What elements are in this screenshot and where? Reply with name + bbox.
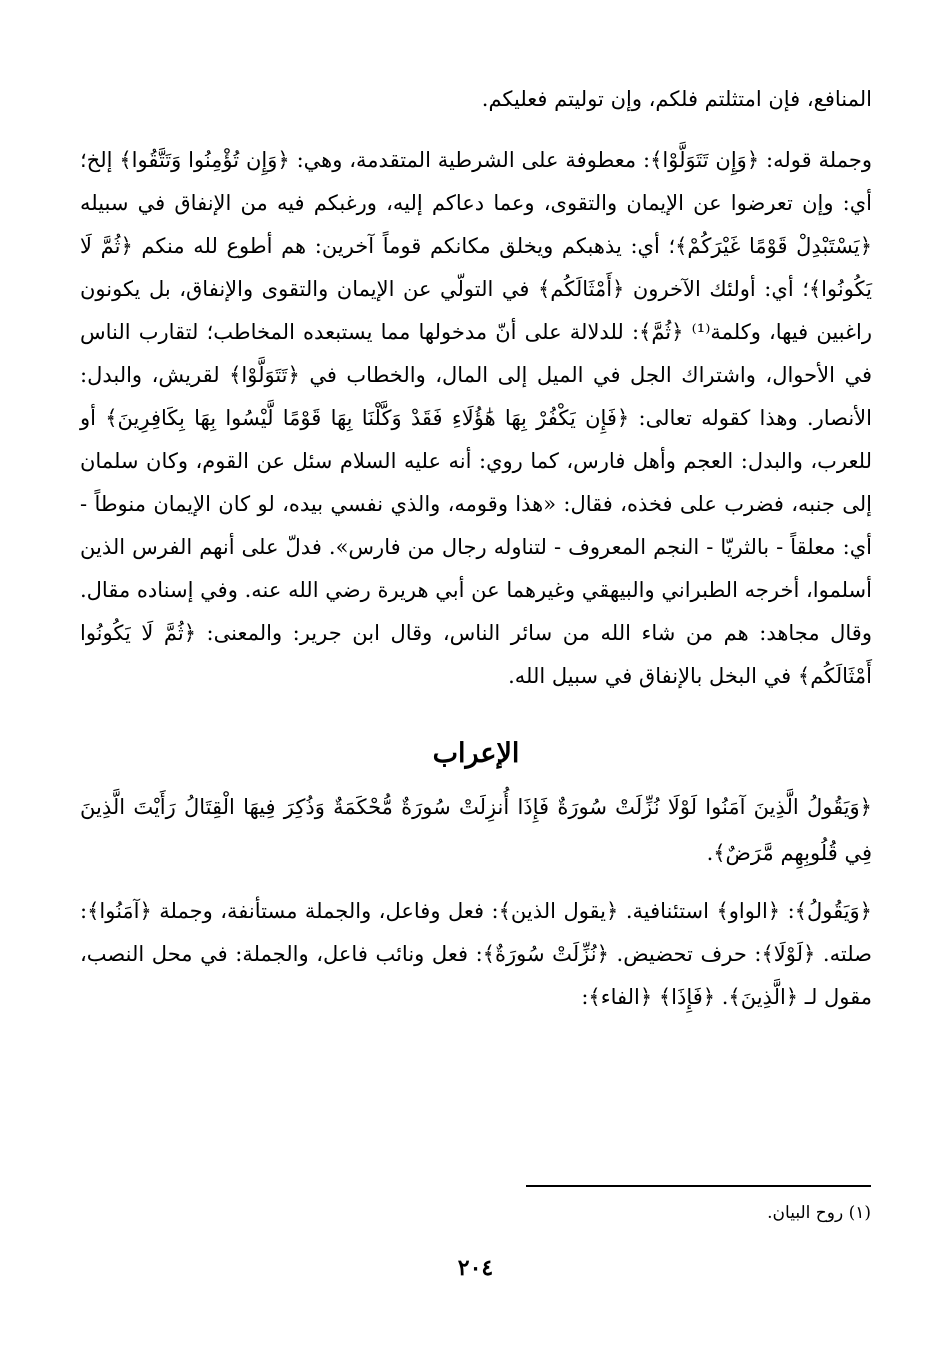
section-heading: الإعراب: [432, 738, 520, 769]
page-number: ٢٠٤: [457, 1255, 494, 1281]
footnote: (١) روح البيان.: [767, 1203, 871, 1223]
page-content: [80, 78, 872, 1019]
paragraph: ﴿وَيَقُولُ﴾: ﴿الواو﴾ استئنافية. ﴿يقول الذين﴾: فعل وفاعل، والجملة مستأنفة، وجملة ﴿آمَنُوا﴾: صلته. ﴿لَوْلَا﴾: حرف تحضيض. ﴿نُزِّلَتْ سُورَةٌ﴾: فعل ونائب فاعل، والجملة: في محل النصب، مقول لـ ﴿الَّذِينَ﴾. ﴿فَإِذَا﴾ ﴿الفاء﴾:: [80, 899, 872, 1009]
paragraph: وجملة قوله: ﴿وَإِن تَتَوَلَّوْا﴾: معطوفة على الشرطية المتقدمة، وهي: ﴿وَإِن تُؤْمِنُوا وَتَتَّقُوا﴾ إلخ؛ أي: وإن تعرضوا عن الإيمان والتقوى، وعما دعاكم إليه، ورغبكم فيه من الإنفاق في سبيله ﴿يَسْتَبْدِلْ قَوْمًا غَيْرَكُمْ﴾؛ أي: يذهبكم ويخلق مكانكم قوماً آخرين: هم أطوع لله منكم ﴿ثُمَّ لَا يَكُونُوا﴾؛ أي: أولئك الآخرون ﴿أَمْثَالَكُم﴾ في التولّي عن الإيمان والتقوى والإنفاق، بل يكونون راغبين فيها، وكلمة⁽¹⁾ ﴿ثُمَّ﴾: للدلالة على أنّ مدخولها مما يستبعده المخاطب؛ لتقارب الناس في الأحوال، واشتراك الجل في الميل إلى المال، والخطاب في ﴿تَتَوَلَّوْا﴾ لقريش، والبدل: الأنصار. وهذا كقوله تعالى: ﴿فَإِن يَكْفُرْ بِهَا هَٰؤُلَاءِ فَقَدْ وَكَّلْنَا بِهَا قَوْمًا لَّيْسُوا بِهَا بِكَافِرِينَ﴾ أو للعرب، والبدل: العجم وأهل فارس، كما روي: أنه عليه السلام سئل عن القوم، وكان سلمان إلى جنبه، فضرب على فخذه، فقال: «هذا وقومه، والذي نفسي بيده، لو كان الإيمان منوطاً - أي: معلقاً - بالثريّا - النجم المعروف - لتناوله رجال من فارس». فدلّ على أنهم الفرس الذين أسلموا، أخرجه الطبراني والبيهقي وغيرهما عن أبي هريرة رضي الله عنه. وفي إسناده مقال. وقال مجاهد: هم من شاء الله من سائر الناس، وقال ابن جرير: والمعنى: ﴿ثُمَّ لَا يَكُونُوا أَمْثَالَكُم﴾ في البخل بالإنفاق في سبيل الله.: [80, 148, 872, 688]
paragraph: المنافع، فإن امتثلتم فلكم، وإن توليتم فعليكم.: [481, 87, 872, 111]
quran-verse: ﴿وَيَقُولُ الَّذِينَ آمَنُوا لَوْلَا نُزِّلَتْ سُورَةٌ فَإِذَا أُنزِلَتْ سُورَةٌ مُّحْكَمَةٌ وَذُكِرَ فِيهَا الْقِتَالُ رَأَيْتَ الَّذِينَ فِي قُلُوبِهِم مَّرَضٌ﴾.: [80, 795, 872, 865]
footnote-divider: [526, 1185, 871, 1187]
